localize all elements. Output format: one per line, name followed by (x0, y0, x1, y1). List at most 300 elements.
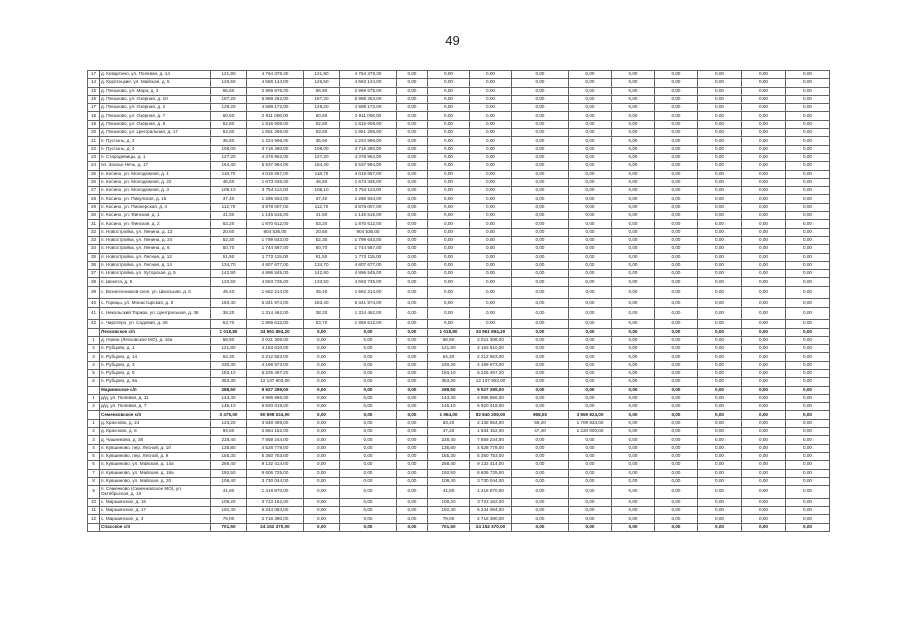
value-cell: 155,30 (211, 452, 247, 460)
table-row (88, 104, 830, 112)
value-cell: 0,00 (397, 353, 428, 361)
value-cell: 1 418 870,00 (247, 486, 304, 499)
value-cell: 0,00 (742, 394, 786, 402)
value-cell: 41,80 (428, 486, 470, 499)
value-cell: 0,00 (512, 187, 569, 195)
value-cell: 0,00 (470, 87, 512, 95)
value-cell: 0,00 (470, 112, 512, 120)
table-row (88, 378, 830, 386)
value-cell: 20,60 (304, 228, 340, 236)
value-cell: 45,40 (304, 286, 340, 299)
value-cell: 164,40 (304, 162, 340, 170)
value-cell: 0,00 (304, 403, 340, 411)
value-cell: 0,00 (698, 286, 742, 299)
value-cell: 228,40 (428, 436, 470, 444)
value-cell: 0,00 (742, 212, 786, 220)
value-cell: 0,00 (742, 195, 786, 203)
row-number: 12 (88, 515, 100, 523)
value-cell: 0,00 (470, 187, 512, 195)
value-cell: 0,00 (512, 452, 569, 460)
table-row (88, 153, 830, 161)
value-cell: 53,20 (304, 220, 340, 228)
value-cell: 143,40 (211, 394, 247, 402)
value-cell: 0,00 (698, 428, 742, 436)
value-cell: 3 723 162,00 (470, 498, 512, 506)
value-cell: 0,00 (397, 203, 428, 211)
value-cell: 4 199 973,00 (470, 361, 512, 369)
value-cell: 0,00 (397, 245, 428, 253)
value-cell: 0,00 (512, 328, 569, 336)
value-cell: 4 996 866,00 (470, 394, 512, 402)
value-cell: 0,00 (742, 411, 786, 419)
value-cell: 52,80 (304, 120, 340, 128)
value-cell: 0,00 (397, 286, 428, 299)
value-cell: 0,00 (612, 112, 655, 120)
value-cell: 0,00 (340, 394, 397, 402)
value-cell: 0,00 (742, 419, 786, 427)
value-cell: 121,90 (211, 71, 247, 79)
table-row (88, 486, 830, 499)
value-cell: 0,00 (742, 307, 786, 320)
value-cell: 4 598 172,00 (247, 104, 304, 112)
value-cell: 0,00 (612, 278, 655, 286)
value-cell: 0,00 (612, 104, 655, 112)
value-cell: 0,00 (397, 515, 428, 523)
value-cell: 0,00 (512, 486, 569, 499)
value-cell: 53,70 (211, 320, 247, 328)
value-cell: 0,00 (470, 120, 512, 128)
value-cell: 0,00 (698, 469, 742, 477)
value-cell: 0,00 (397, 498, 428, 506)
value-cell: 0,00 (397, 261, 428, 269)
value-cell: 0,00 (470, 307, 512, 320)
row-number: 32 (88, 228, 100, 236)
value-cell: 24 152 370,00 (247, 523, 304, 531)
value-cell: 0,00 (742, 253, 786, 261)
value-cell: 53,20 (211, 220, 247, 228)
value-cell: 0,00 (428, 212, 470, 220)
value-cell: 0,00 (428, 120, 470, 128)
value-cell: 47,40 (512, 428, 569, 436)
value-cell: 0,00 (397, 187, 428, 195)
value-cell: 0,00 (655, 178, 698, 186)
address-cell: д. Пеньково, ул. Озерная, д. 8 (100, 120, 211, 128)
address-cell: п. Новостройка, ул. Ленина, д. 13 (100, 228, 211, 236)
value-cell: 0,00 (428, 187, 470, 195)
value-cell: 108,20 (428, 498, 470, 506)
address-cell: с. Маршинское, д. 3 (100, 515, 211, 523)
value-cell: 64,30 (428, 353, 470, 361)
value-cell: 0,00 (612, 411, 655, 419)
value-cell: 0,00 (397, 137, 428, 145)
value-cell: 0,00 (786, 212, 830, 220)
value-cell: 353,30 (428, 378, 470, 386)
value-cell: 0,00 (786, 162, 830, 170)
value-cell: 0,00 (742, 203, 786, 211)
value-cell: 0,00 (512, 386, 569, 394)
value-cell: 0,00 (742, 104, 786, 112)
address-cell: Семенковское с/п (100, 411, 211, 419)
value-cell: 0,00 (786, 320, 830, 328)
address-cell: п. Косино, ул. Финская, д. 2 (100, 220, 211, 228)
value-cell: 0,00 (786, 253, 830, 261)
value-cell: 0,00 (786, 345, 830, 353)
value-cell: 7 859 244,00 (247, 436, 304, 444)
value-cell: 0,00 (742, 345, 786, 353)
row-number: 6 (88, 461, 100, 469)
value-cell: 0,00 (612, 120, 655, 128)
row-number: 31 (88, 220, 100, 228)
table-row (88, 95, 830, 103)
address-cell: п. Косино, ул. Молодежная, д. 3 (100, 187, 211, 195)
value-cell: 0,00 (512, 307, 569, 320)
row-number: 15 (88, 87, 100, 95)
value-cell: 1 224 996,00 (247, 137, 304, 145)
value-cell: 0,00 (512, 79, 569, 87)
value-cell: 121,80 (211, 345, 247, 353)
table-row (88, 170, 830, 178)
value-cell: 0,00 (512, 212, 569, 220)
row-number: 42 (88, 320, 100, 328)
row-number: 6 (88, 378, 100, 386)
value-cell: 0,00 (397, 195, 428, 203)
row-number: 25 (88, 170, 100, 178)
value-cell: 0,00 (655, 378, 698, 386)
value-cell: 1 286 934,00 (340, 195, 397, 203)
value-cell: 0,00 (569, 162, 612, 170)
value-cell: 0,00 (397, 228, 428, 236)
value-cell: 4 896 545,00 (247, 270, 304, 278)
value-cell: 9 132 414,00 (247, 461, 304, 469)
value-cell: 0,00 (655, 411, 698, 419)
row-number: 27 (88, 187, 100, 195)
row-number: 2 (88, 345, 100, 353)
value-cell: 0,00 (612, 95, 655, 103)
value-cell: 108,10 (304, 187, 340, 195)
value-cell: 0,00 (655, 170, 698, 178)
value-cell: 0,00 (655, 162, 698, 170)
value-cell: 0,00 (786, 187, 830, 195)
value-cell: 230,30 (428, 361, 470, 369)
value-cell: 0,00 (786, 178, 830, 186)
value-cell: 0,00 (655, 461, 698, 469)
value-cell: 0,00 (698, 386, 742, 394)
value-cell: 0,00 (512, 320, 569, 328)
value-cell: 0,00 (655, 212, 698, 220)
value-cell: 3 754 113,00 (247, 187, 304, 195)
value-cell: 0,00 (786, 137, 830, 145)
value-cell: 12 137 903,00 (247, 378, 304, 386)
value-cell: 0,00 (698, 87, 742, 95)
value-cell: 0,00 (655, 477, 698, 485)
value-cell: 0,00 (698, 307, 742, 320)
value-cell: 121,80 (428, 345, 470, 353)
value-cell: 108,40 (428, 477, 470, 485)
value-cell: 143,40 (428, 394, 470, 402)
value-cell: 0,00 (569, 95, 612, 103)
value-cell: 0,00 (340, 361, 397, 369)
value-cell: 0,00 (304, 486, 340, 499)
value-cell: 0,00 (655, 507, 698, 515)
value-cell: 0,00 (742, 452, 786, 460)
value-cell: 192,50 (211, 469, 247, 477)
value-cell: 0,00 (655, 87, 698, 95)
value-cell: 0,00 (698, 411, 742, 419)
address-cell: д. Пеньково, ул. Центральная, д. 17 (100, 129, 211, 137)
value-cell: 0,00 (698, 369, 742, 377)
value-cell: 0,00 (569, 228, 612, 236)
value-cell: 1 870 612,00 (340, 220, 397, 228)
value-cell: 192,40 (428, 507, 470, 515)
value-cell: 2 212 563,00 (247, 353, 304, 361)
value-cell: 0,00 (569, 369, 612, 377)
value-cell: 5 988 252,00 (247, 95, 304, 103)
value-cell: 0,00 (428, 178, 470, 186)
address-cell: п. Пустынь, д. 4 (100, 145, 211, 153)
value-cell: 0,00 (569, 320, 612, 328)
value-cell: 0,00 (655, 361, 698, 369)
row-number: 5 (88, 369, 100, 377)
value-cell: 0,00 (428, 162, 470, 170)
value-cell: 0,00 (655, 278, 698, 286)
total-row (88, 328, 830, 336)
value-cell: 108,40 (211, 477, 247, 485)
value-cell: 4 996 866,00 (247, 394, 304, 402)
value-cell: 2 138 654,00 (470, 419, 512, 427)
value-cell: 0,00 (612, 261, 655, 269)
value-cell: 145,10 (211, 403, 247, 411)
value-cell: 0,00 (655, 498, 698, 506)
value-cell: 0,00 (698, 203, 742, 211)
value-cell: 0,00 (698, 461, 742, 469)
row-number: 17 (88, 104, 100, 112)
value-cell: 0,00 (470, 299, 512, 307)
value-cell: 0,00 (742, 436, 786, 444)
value-cell: 0,00 (340, 477, 397, 485)
value-cell: 0,00 (655, 386, 698, 394)
value-cell: 0,00 (698, 452, 742, 460)
value-cell: 58,90 (211, 336, 247, 344)
table-row (88, 195, 830, 203)
value-cell: 0,00 (612, 477, 655, 485)
value-cell: 0,00 (304, 345, 340, 353)
value-cell: 1 870 612,00 (247, 220, 304, 228)
value-cell: 50,70 (304, 245, 340, 253)
total-row (88, 386, 830, 394)
value-cell: 0,00 (340, 498, 397, 506)
value-cell: 0,00 (742, 245, 786, 253)
value-cell: 0,00 (397, 345, 428, 353)
value-cell: 167,20 (304, 95, 340, 103)
value-cell: 126,50 (211, 79, 247, 87)
value-cell: 0,00 (569, 353, 612, 361)
value-cell: 94,60 (211, 428, 247, 436)
value-cell: 0,00 (512, 523, 569, 531)
value-cell: 38,20 (211, 307, 247, 320)
value-cell: 1 772 115,00 (340, 253, 397, 261)
table-row (88, 145, 830, 153)
value-cell: 0,00 (569, 104, 612, 112)
value-cell: 0,00 (304, 477, 340, 485)
address-cell: с. Маршинское, д. 17 (100, 507, 211, 515)
value-cell: 0,00 (786, 112, 830, 120)
address-cell: п. Новостройка, ул. Ленина, д. 6 (100, 245, 211, 253)
value-cell: 0,00 (655, 228, 698, 236)
row-number: 3 (88, 353, 100, 361)
value-cell: 142,90 (304, 270, 340, 278)
value-cell: 0,00 (742, 153, 786, 161)
row-number: 22 (88, 145, 100, 153)
table-row (88, 345, 830, 353)
value-cell: 0,00 (569, 220, 612, 228)
value-cell: 0,00 (698, 178, 742, 186)
value-cell: 0,00 (397, 403, 428, 411)
value-cell: 0,00 (569, 507, 612, 515)
value-cell: 0,00 (512, 220, 569, 228)
table-row (88, 187, 830, 195)
value-cell: 0,00 (655, 203, 698, 211)
table-row (88, 228, 830, 236)
value-cell: 0,00 (786, 336, 830, 344)
value-cell: 0,00 (569, 178, 612, 186)
value-cell: 0,00 (655, 261, 698, 269)
value-cell: 0,00 (786, 436, 830, 444)
value-cell: 0,00 (512, 71, 569, 79)
value-cell: 0,00 (742, 507, 786, 515)
value-cell: 4 563 144,00 (340, 79, 397, 87)
value-cell: 0,00 (698, 95, 742, 103)
table-row (88, 120, 830, 128)
value-cell: 0,00 (786, 523, 830, 531)
value-cell: 0,00 (786, 71, 830, 79)
value-cell: 0,00 (340, 469, 397, 477)
row-number: 1 (88, 336, 100, 344)
value-cell: 5 537 994,00 (247, 162, 304, 170)
value-cell: 0,00 (742, 386, 786, 394)
value-cell: 0,00 (512, 245, 569, 253)
value-cell: 0,00 (397, 95, 428, 103)
value-cell: 0,00 (512, 507, 569, 515)
value-cell: 128,20 (304, 104, 340, 112)
address-cell: д. Коротецкие, ул. Майская, д. 5 (100, 79, 211, 87)
value-cell: 288,50 (428, 386, 470, 394)
value-cell: 0,00 (428, 170, 470, 178)
value-cell: 66,60 (304, 87, 340, 95)
row-number (88, 523, 100, 531)
value-cell: 4 568 144,00 (247, 79, 304, 87)
value-cell: 0,00 (786, 79, 830, 87)
value-cell: 0,00 (397, 394, 428, 402)
table-row (88, 320, 830, 328)
row-number: 10 (88, 498, 100, 506)
value-cell: 66,60 (211, 87, 247, 95)
value-cell: 0,00 (304, 436, 340, 444)
value-cell: 0,00 (698, 261, 742, 269)
value-cell: 0,00 (569, 286, 612, 299)
value-cell: 0,00 (304, 515, 340, 523)
value-cell: 0,00 (470, 71, 512, 79)
table-row (88, 162, 830, 170)
row-number: 39 (88, 286, 100, 299)
value-cell: 0,00 (397, 444, 428, 452)
value-cell: 0,00 (612, 444, 655, 452)
value-cell: 0,00 (512, 162, 569, 170)
value-cell: 0,00 (655, 145, 698, 153)
row-number: 9 (88, 486, 100, 499)
value-cell: 0,00 (470, 236, 512, 244)
value-cell: 0,00 (470, 320, 512, 328)
row-number: 14 (88, 79, 100, 87)
value-cell: 46,60 (304, 178, 340, 186)
value-cell: 0,00 (698, 345, 742, 353)
value-cell: 0,00 (612, 203, 655, 211)
value-cell: 1 859 612,00 (340, 320, 397, 328)
row-number: 2 (88, 428, 100, 436)
value-cell: 2 021 308,00 (247, 336, 304, 344)
value-cell: 127,20 (211, 153, 247, 161)
value-cell: 0,00 (612, 469, 655, 477)
value-cell: 1 673 336,00 (247, 178, 304, 186)
value-cell: 0,00 (655, 137, 698, 145)
value-cell: 112,70 (304, 203, 340, 211)
value-cell: 0,00 (698, 212, 742, 220)
value-cell: 0,00 (304, 394, 340, 402)
value-cell: 1 964,00 (428, 411, 470, 419)
row-number (88, 386, 100, 394)
value-cell: 0,00 (786, 394, 830, 402)
value-cell: 59,20 (512, 419, 569, 427)
value-cell: 0,00 (512, 444, 569, 452)
table-row (88, 203, 830, 211)
value-cell: 0,00 (786, 452, 830, 460)
value-cell: 0,00 (698, 278, 742, 286)
value-cell: 1 816 608,00 (340, 120, 397, 128)
value-cell: 0,00 (397, 307, 428, 320)
address-cell: п. Косино, ул. Пикулская, д. 15 (100, 195, 211, 203)
table-row (88, 469, 830, 477)
value-cell: 4 807 677,00 (247, 261, 304, 269)
value-cell: 37,40 (304, 195, 340, 203)
address-cell: п. Косино, ул. Молодежная, д. 22 (100, 178, 211, 186)
value-cell: 0,00 (512, 236, 569, 244)
value-cell: 79,00 (211, 515, 247, 523)
value-cell: 0,00 (340, 386, 397, 394)
value-cell: 41,50 (304, 212, 340, 220)
value-cell: 0,00 (397, 212, 428, 220)
value-cell: 0,00 (742, 378, 786, 386)
value-cell: 0,00 (512, 394, 569, 402)
row-number: 7 (88, 469, 100, 477)
value-cell: 0,00 (512, 361, 569, 369)
value-cell: 0,00 (655, 353, 698, 361)
value-cell: 58,90 (428, 336, 470, 344)
value-cell: 0,00 (304, 523, 340, 531)
address-cell: с. Маршинское, д. 15 (100, 498, 211, 506)
value-cell: 5 350 753,00 (470, 452, 512, 460)
value-cell: 3 716 280,00 (247, 145, 304, 153)
value-cell: 0,00 (698, 444, 742, 452)
value-cell: 0,00 (612, 129, 655, 137)
value-cell: 0,00 (655, 452, 698, 460)
row-number: 33 (88, 236, 100, 244)
value-cell: 4 163 610,00 (247, 345, 304, 353)
value-cell: 4 378 952,00 (340, 153, 397, 161)
row-number: 28 (88, 195, 100, 203)
value-cell: 53,80 (304, 129, 340, 137)
value-cell: 0,00 (655, 187, 698, 195)
value-cell: 0,00 (612, 452, 655, 460)
value-cell: 0,00 (569, 195, 612, 203)
